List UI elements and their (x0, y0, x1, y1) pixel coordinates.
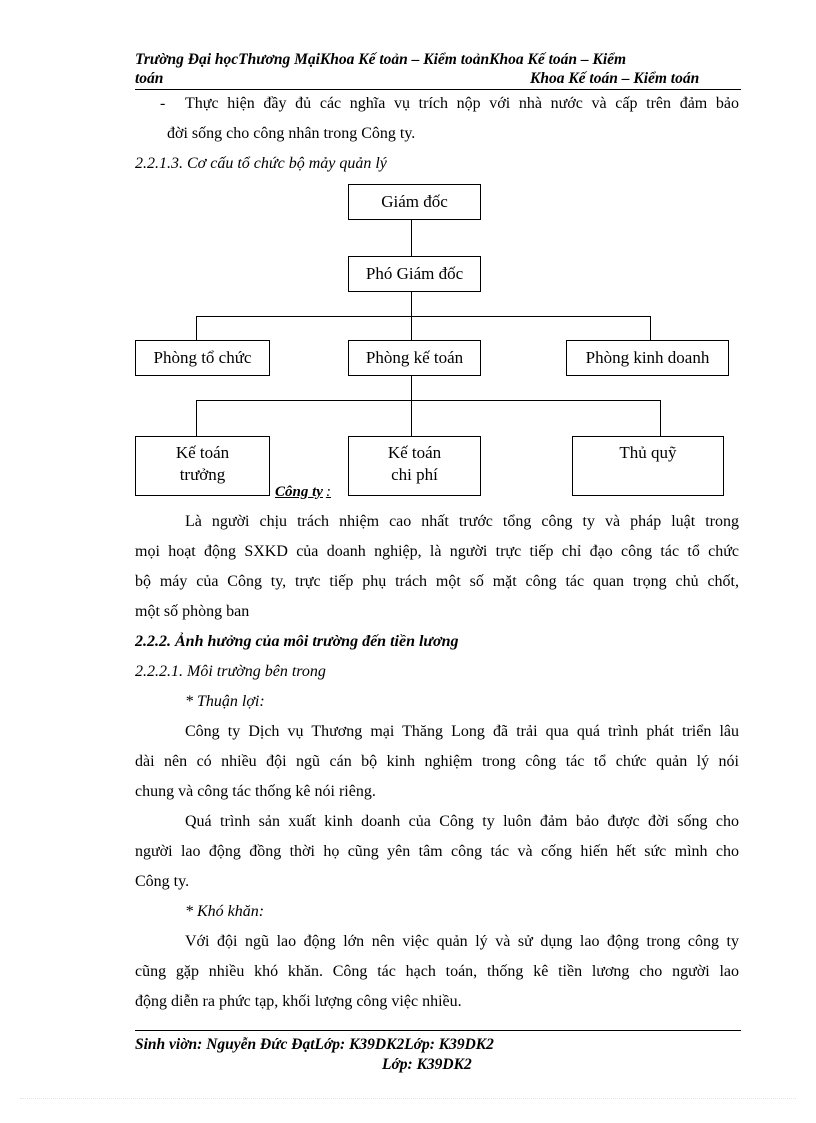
para-director-line3: bộ máy của Công ty, trực tiếp phụ trách một số mặt công tác quan trọng chủ chốt, (135, 573, 739, 590)
para-diff-line3: động diễn ra phức tạp, khối lượng công việc nhiều. (135, 993, 462, 1010)
org-box-treasurer: Thủ quỹ (572, 436, 724, 496)
connector-sub-horizontal (196, 400, 661, 401)
chief-accountant-line2: trưởng (179, 465, 226, 484)
connector-sub-cost (411, 400, 412, 436)
chief-accountant-line1: Kế toán (175, 443, 230, 462)
para-director-line1: Là người chịu trách nhiệm cao nhất trước tổng công ty và pháp luật trong (185, 513, 739, 530)
para-adv2-line2: người lao động đồng thời họ cũng yên tâm công tác và cống hiến hết sức mình cho (135, 843, 739, 860)
para-adv2-line3: Công ty. (135, 873, 190, 890)
page-bottom-edge (20, 1098, 796, 1099)
connector-deputy-down (411, 292, 412, 316)
org-box-dept-business: Phòng kinh doanh (566, 340, 729, 376)
header-rule (135, 89, 741, 90)
section-heading-2221: 2.2.2.1. Môi trường bên trong (135, 663, 326, 680)
director-caption-text: Công ty (275, 484, 323, 500)
advantages-title: * Thuận lợi: (185, 693, 265, 710)
para-adv1-line1: Công ty Dịch vụ Thương mại Thăng Long đã trải qua quá trình phát triển lâu (185, 723, 739, 740)
org-box-director: Giám đốc (348, 184, 481, 220)
connector-director-deputy (411, 220, 412, 258)
page-header-line1: Trường Đại họcThương MạiKhoa Kế toản – Kiểm toảnKhoa Kế toán – Kiểm (135, 51, 627, 68)
connector-dept-org (196, 316, 197, 340)
para-director-line2: mọi hoạt động SXKD của doanh nghiệp, là người trực tiếp chỉ đạo công tác tổ chức (135, 543, 739, 560)
org-box-dept-accounting: Phòng kế toán (348, 340, 481, 376)
connector-sub-chief (196, 400, 197, 436)
cost-accountant-line2: chi phí (391, 465, 438, 484)
bullet-text-line1: Thực hiện đầy đủ các nghĩa vụ trích nộp với nhà nước và cấp trên đảm bảo (185, 95, 739, 112)
bullet-dash: - (160, 95, 166, 112)
connector-dept-acc (411, 316, 412, 340)
director-caption-colon: : (325, 484, 331, 500)
footer-rule (135, 1030, 741, 1031)
org-box-cost-accountant (348, 436, 481, 496)
connector-acc-down (411, 376, 412, 400)
para-diff-line2: cũng gặp nhiều khó khăn. Công tác hạch toán, thống kê tiền lương cho người lao (135, 963, 739, 980)
para-adv1-line2: dài nên có nhiều đội ngũ cán bộ kinh nghiệm trong công tác tổ chức quản lý nói (135, 753, 739, 770)
difficulties-title: * Khó khăn: (185, 903, 265, 920)
connector-dept-biz (650, 316, 651, 340)
connector-dept-horizontal (196, 316, 651, 317)
page-header-line2-right: Khoa Kế toán – Kiểm toán (530, 70, 700, 87)
org-box-chief-accountant (135, 436, 270, 496)
section-heading-2213: 2.2.1.3. Cơ cấu tổ chức bộ mảy quản lý (135, 155, 387, 172)
bullet-text-line2: đời sống cho công nhân trong Công ty. (167, 125, 416, 142)
footer-line2: Lớp: K39DK2 (382, 1056, 472, 1073)
footer-line1: Sinh viờn: Nguyễn Đức ĐạtLớp: K39DK2Lớp: K39DK2 (135, 1036, 494, 1053)
org-box-dept-organization: Phòng tổ chức (135, 340, 270, 376)
org-box-deputy-director: Phó Giám đốc (348, 256, 481, 292)
para-diff-line1: Với đội ngũ lao động lớn nên việc quản lý và sử dụng lao động trong công ty (185, 933, 739, 950)
para-adv1-line3: chung và công tác thống kê nói riêng. (135, 783, 376, 800)
para-adv2-line1: Quá trình sản xuất kinh doanh của Công ty luôn đảm bảo được đời sống cho (185, 813, 739, 830)
section-heading-222: 2.2.2. Ảnh hưởng của môi trường đến tiền lương (135, 633, 459, 650)
cost-accountant-line1: Kế toán (387, 443, 442, 462)
page-header-line2-left: toán (135, 70, 164, 87)
connector-sub-treasurer (660, 400, 661, 436)
para-director-line4: một số phòng ban (135, 603, 250, 620)
director-caption (275, 484, 331, 501)
